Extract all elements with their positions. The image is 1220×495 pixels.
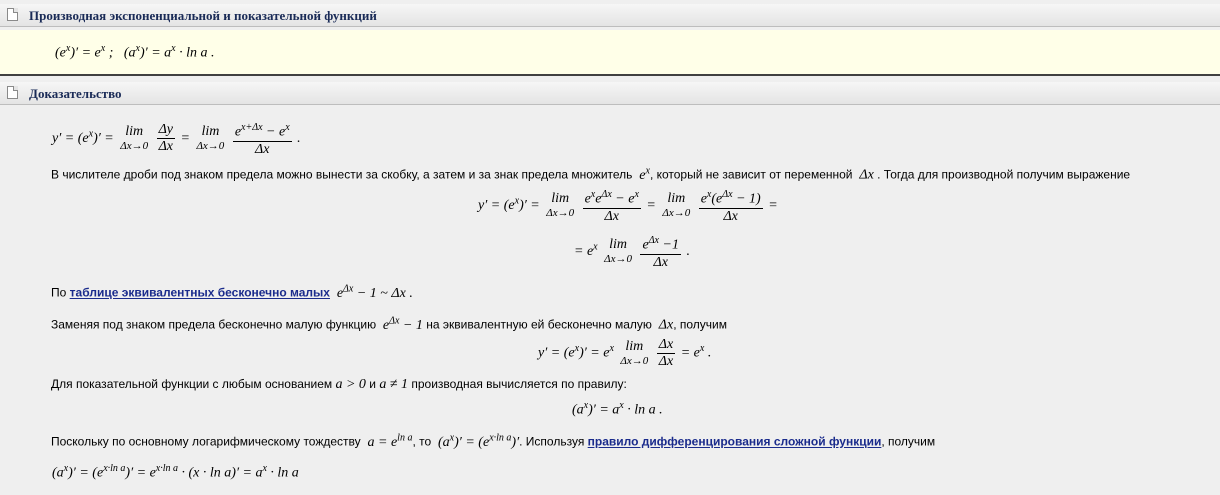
document-icon [7, 8, 18, 21]
paragraph-3: Заменяя под знаком предела бесконечно малую функцию $e^{\Delta x} - 1$ на эквивалентную ей бесконечно малую Δx, получим [51, 315, 727, 333]
chain-rule-link[interactable]: правило дифференцирования сложной функции [587, 434, 882, 449]
formula-1: $y' = (e^x)' = \lim$ Δx→0 $\frac{\Delta y}{\Delta x}$ = lim Δx→0 $\frac{e^{x+\Delta x} - e^x}{\Delta x}$ . [52, 122, 301, 157]
proof-body [0, 115, 1220, 495]
formula-2: $y' = (e^x)' = \lim$ Δx→0 $\frac{e^xe^{\Delta x} - e^x}{\Delta x}$ = lim Δx→0 $\frac{e^x(e^{\Delta x} - 1)}{\Delta x}$ = [478, 189, 778, 224]
formula-4: $y' = (e^x)' = e^x$ lim Δx→0 $\frac{\Delta x}{\Delta x}$ = $e^x$ . [538, 337, 712, 369]
formula-5: $(a^x)' = a^x \cdot \ln a$ . [572, 400, 663, 418]
section-header-derivative [0, 4, 1220, 27]
formula-3: = $e^x$ lim Δx→0 $\frac{e^{\Delta x} -1}{\Delta x}$ . [574, 235, 690, 270]
document-icon [7, 86, 18, 99]
theorem-box [0, 30, 1220, 76]
paragraph-2: По таблице эквивалентных бесконечно малых $e^{\Delta x} - 1$ ~ Δx . [51, 283, 413, 301]
theorem-formula: $(e^x)' = e^x$ ; $(a^x)' = a^x \cdot \ln a$ . [55, 43, 215, 61]
equivalents-table-link[interactable]: таблице эквивалентных бесконечно малых [69, 285, 330, 300]
section-title: Доказательство [29, 86, 122, 101]
paragraph-5: Поскольку по основному логарифмическому тождеству $a = e^{ln a}$, то $(a^x)' = (e^{x\cdot ln a})'$. Используя правило дифференцирования сложной функции, получим [51, 432, 936, 450]
section-header-proof [0, 82, 1220, 105]
section-title: Производная экспоненциальной и показательной функций [29, 8, 377, 23]
paragraph-1: В числителе дроби под знаком предела можно вынести за скобку, а затем и за знак предела множитель $e^x$, который не зависит от переменной Δx . Тогда для производной получим выражение [51, 165, 1131, 183]
paragraph-4: Для показательной функции с любым основанием a > 0 и a ≠ 1 производная вычисляется по правилу: [51, 377, 627, 392]
formula-6: $(a^x)' = (e^{x\cdot ln a})' = e^{x\cdot ln a} \cdot (x \cdot \ln a)' = a^x \cdot \ln a$ [52, 463, 299, 481]
